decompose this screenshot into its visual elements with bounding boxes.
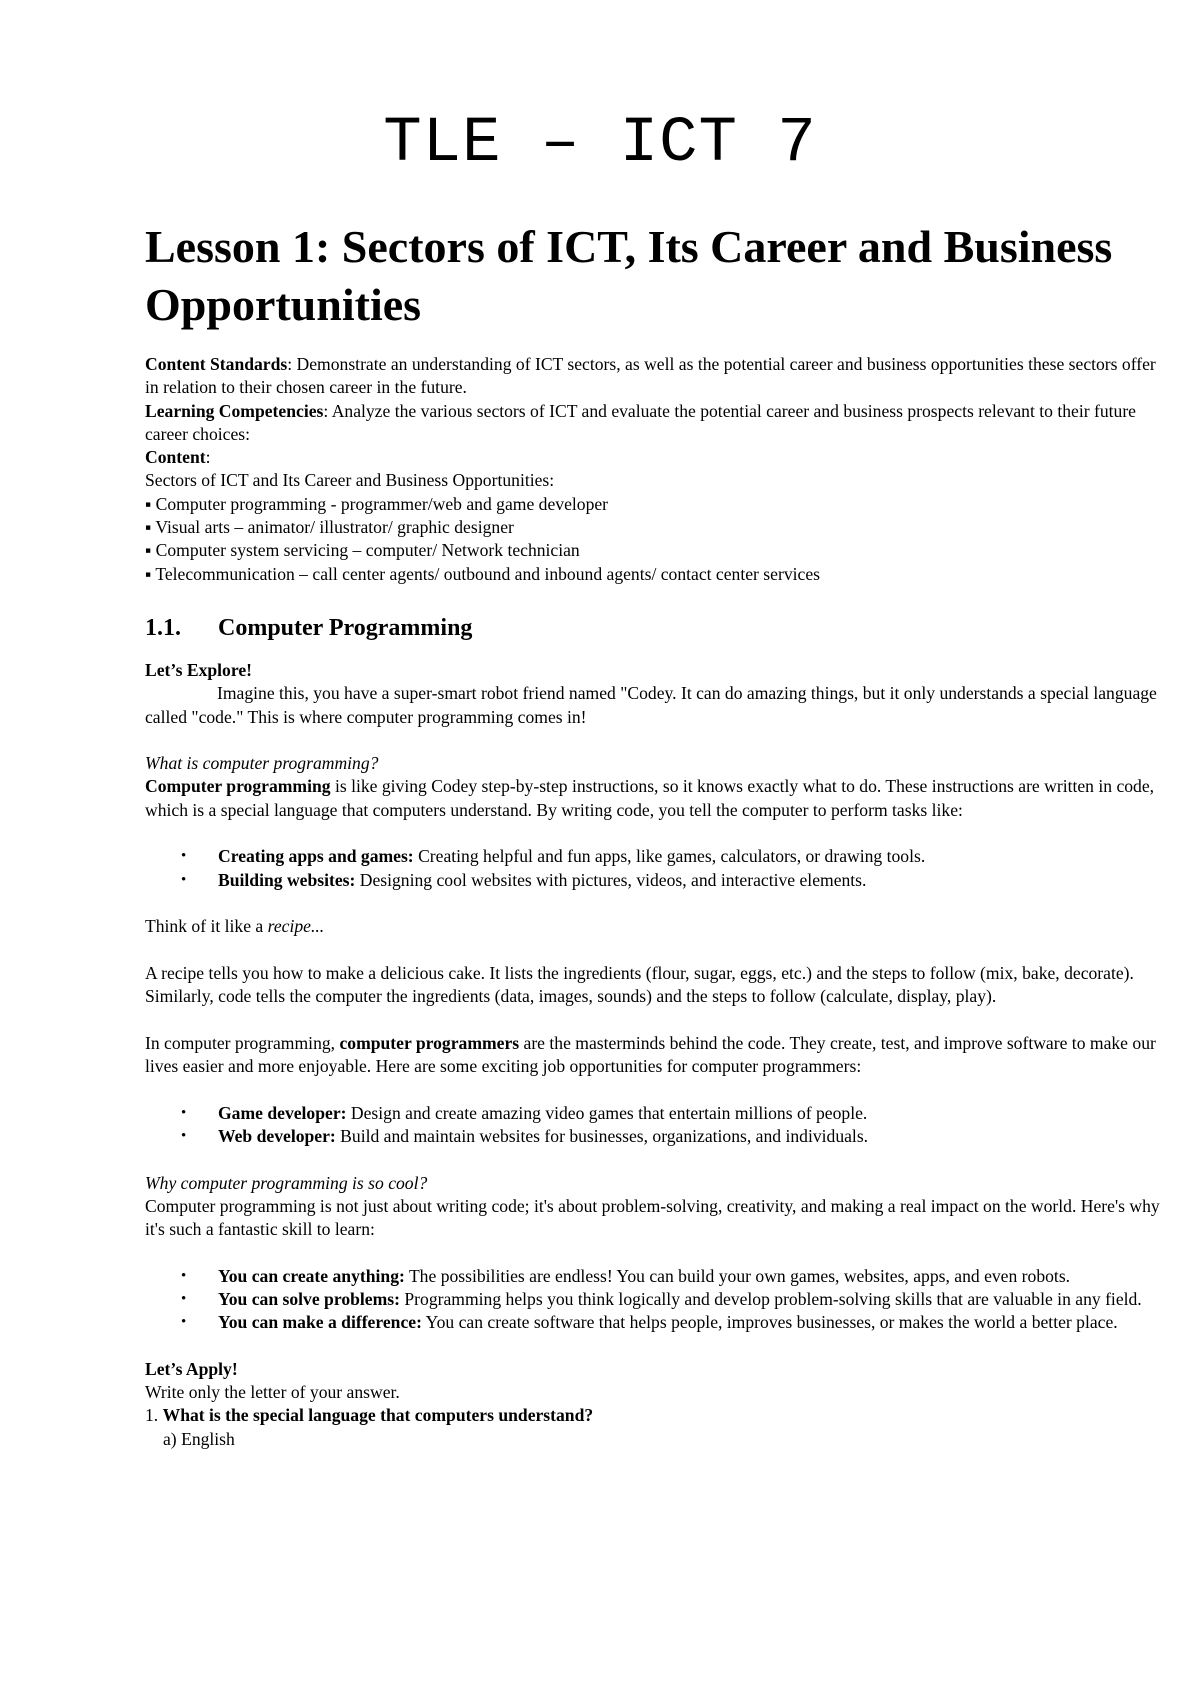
- item-text: The possibilities are endless! You can build your own games, websites, apps, and even robots.: [404, 1265, 1071, 1286]
- item-bold: Creating apps and games:: [218, 846, 414, 867]
- explore-text: Imagine this, you have a super-smart robot friend named "Codey. It can do amazing things, but it only understands a special language called "code." This is where computer programming comes in!: [145, 683, 1157, 727]
- bullet-icon: •: [181, 871, 187, 888]
- apply-instruction: Write only the letter of your answer.: [145, 1382, 400, 1403]
- item-text: Build and maintain websites for businesses, organizations, and individuals.: [335, 1125, 869, 1146]
- explore-paragraph: [145, 682, 1165, 729]
- list-item: [181, 869, 1165, 892]
- item-text: Designing cool websites with pictures, videos, and interactive elements.: [355, 869, 867, 890]
- section-number: 1.1.: [145, 614, 181, 641]
- jobs-list: [145, 1102, 1165, 1149]
- content-standards-text: : Demonstrate an understanding of ICT sectors, as well as the potential career and business opportunities these sectors offer in relation to their chosen career in the future.: [145, 354, 1156, 398]
- apply-heading: [145, 1358, 1165, 1381]
- content-heading: [145, 446, 1165, 469]
- sector-item: ▪ Computer programming - programmer/web and game developer: [145, 493, 609, 514]
- list-item: [181, 1288, 1165, 1311]
- section-heading: [145, 613, 1165, 643]
- spacer: [145, 1008, 1165, 1031]
- content-standards: [145, 353, 1165, 400]
- bullet-icon: •: [181, 1127, 187, 1144]
- item-bold: Game developer:: [218, 1102, 347, 1123]
- document-title: TLE – ICT 7: [383, 108, 817, 180]
- indent-spacer: [145, 683, 217, 703]
- sector-item: ▪ Computer system servicing – computer/ Network technician: [145, 540, 580, 561]
- why-paragraph: Computer programming is not just about writing code; it's about problem-solving, creativity, and making a real impact on the world. Here's why it's such a fantastic skill to learn:: [145, 1195, 1160, 1240]
- learning-competencies: [145, 400, 1165, 447]
- list-item: [181, 845, 1165, 868]
- spacer: [145, 939, 1165, 962]
- bullet-icon: •: [181, 1104, 187, 1121]
- why-question: [145, 1172, 1165, 1195]
- learning-competencies-text: : Analyze the various sectors of ICT and evaluate the potential career and business prospects relevant to their future career choices:: [145, 400, 1136, 444]
- learning-competencies-label: Learning Competencies: [145, 400, 324, 421]
- question-text: What is the special language that computers understand?: [162, 1405, 594, 1426]
- list-item: [181, 1311, 1165, 1334]
- sector-item: ▪ Telecommunication – call center agents/ outbound and inbound agents/ contact center services: [145, 563, 820, 584]
- what-is-text: is like giving Codey step-by-step instructions, so it knows exactly what to do. These instructions are written in code, which is a special language that computers understand. By writing code, you tell the computer to perform tasks like:: [145, 776, 1155, 820]
- item-text: You can create software that helps people, improves businesses, or makes the world a better place.: [421, 1312, 1118, 1333]
- programmers-text: are the masterminds behind the code. They create, test, and improve software to make our lives easier and more enjoyable. Here are some exciting job opportunities for computer programmers:: [145, 1032, 1156, 1077]
- bullet-icon: •: [181, 1290, 187, 1307]
- what-is-paragraph: [145, 775, 1165, 822]
- item-bold: You can create anything:: [218, 1265, 405, 1286]
- bullet-icon: •: [181, 848, 187, 865]
- recipe-lead-text: Think of it like a: [145, 916, 268, 937]
- content-intro: Sectors of ICT and Its Career and Business Opportunities:: [145, 470, 555, 491]
- what-is-bold: Computer programming: [145, 776, 331, 797]
- section-title: Computer Programming: [218, 614, 473, 641]
- spacer: [145, 1241, 1165, 1264]
- spacer: [145, 1078, 1165, 1101]
- list-item: [181, 1125, 1165, 1148]
- item-bold: You can solve problems:: [218, 1288, 400, 1309]
- item-bold: You can make a difference:: [218, 1312, 422, 1333]
- question-1: [145, 1404, 1165, 1427]
- content-standards-label: Content Standards: [145, 354, 288, 374]
- item-text: Programming helps you think logically and develop problem-solving skills that are valuable in any field.: [399, 1288, 1142, 1309]
- spacer: [145, 1335, 1165, 1358]
- list-item: [181, 1102, 1165, 1125]
- explore-heading-text: Let’s Explore!: [145, 659, 253, 680]
- recipe-italic: recipe...: [267, 916, 325, 937]
- programmers-paragraph: [145, 1032, 1165, 1079]
- lesson-title: Lesson 1: Sectors of ICT, Its Career and Business Opportunities: [145, 221, 1113, 330]
- spacer: [145, 1148, 1165, 1171]
- why-question-text: Why computer programming is so cool?: [145, 1172, 428, 1193]
- question-number: 1.: [145, 1405, 163, 1426]
- document-body: [145, 353, 1165, 1451]
- item-text: Creating helpful and fun apps, like games, calculators, or drawing tools.: [413, 846, 926, 867]
- spacer: [145, 892, 1165, 915]
- content-colon: :: [205, 447, 211, 468]
- bullet-icon: •: [181, 1267, 187, 1284]
- content-label: Content: [145, 447, 206, 468]
- spacer: [145, 729, 1165, 752]
- what-is-question: [145, 752, 1165, 775]
- bullet-icon: •: [181, 1314, 187, 1331]
- reasons-list: [145, 1265, 1165, 1335]
- list-item: [181, 1265, 1165, 1288]
- item-text: Design and create amazing video games that entertain millions of people.: [346, 1102, 868, 1123]
- programmers-lead: In computer programming,: [145, 1032, 340, 1053]
- apply-heading-text: Let’s Apply!: [145, 1358, 238, 1379]
- answer-option-a: a) English: [163, 1428, 235, 1449]
- recipe-lead: [145, 915, 1165, 938]
- item-bold: Building websites:: [218, 869, 356, 890]
- programmers-bold: computer programmers: [339, 1032, 520, 1053]
- what-is-question-text: What is computer programming?: [145, 753, 379, 774]
- item-bold: Web developer:: [218, 1125, 336, 1146]
- spacer: [145, 822, 1165, 845]
- tasks-list: [145, 845, 1165, 892]
- recipe-paragraph: A recipe tells you how to make a delicious cake. It lists the ingredients (flour, sugar, eggs, etc.) and the steps to follow (mix, bake, decorate). Similarly, code tells the computer the ingredients (data, images, sounds) and the steps to follow (calculate, display, play).: [145, 962, 1134, 1007]
- explore-heading: [145, 659, 1165, 682]
- sector-item: ▪ Visual arts – animator/ illustrator/ graphic designer: [145, 517, 514, 538]
